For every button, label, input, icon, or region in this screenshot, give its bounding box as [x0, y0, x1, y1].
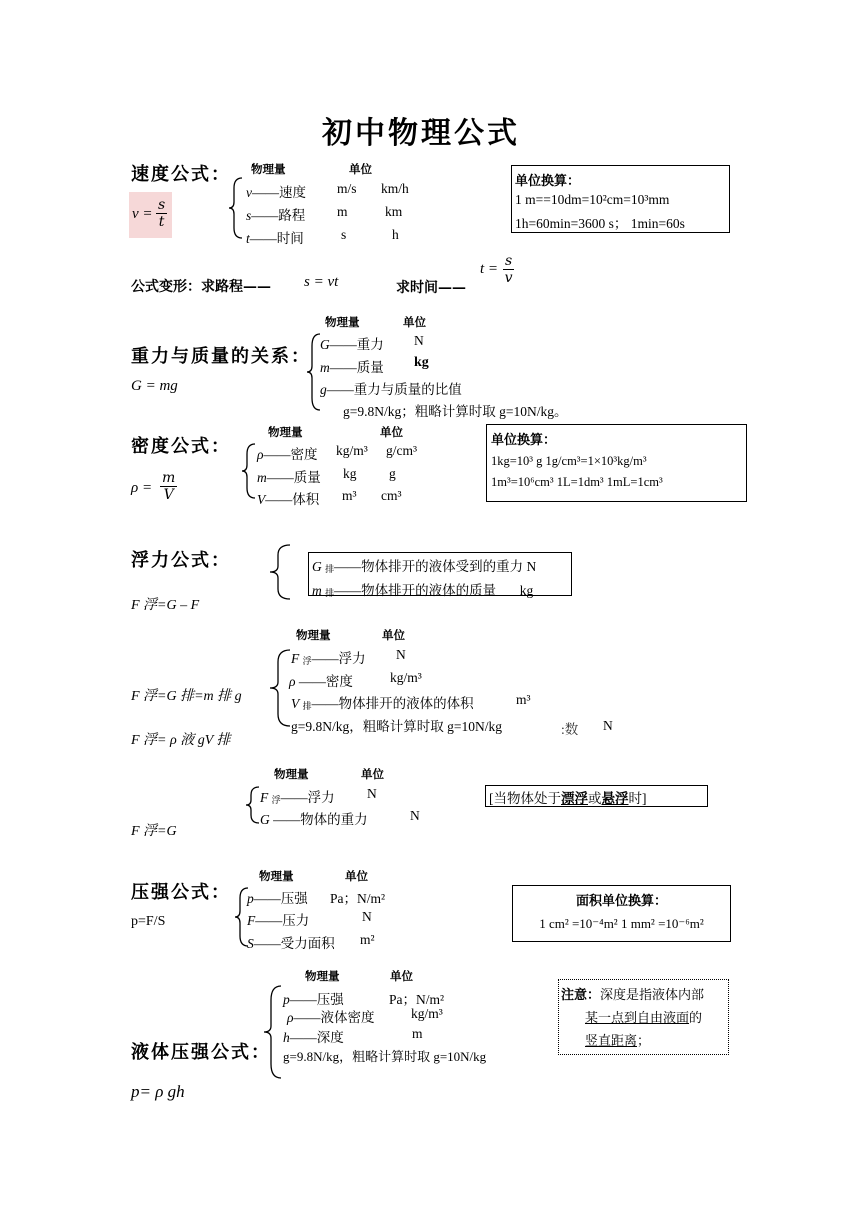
buoyancy-brace-3 — [245, 785, 261, 825]
speed-row-s-u2: km — [385, 204, 403, 219]
variant-path-formula: s = vt — [304, 274, 339, 290]
buoyancy-fragment-unit: N — [603, 718, 613, 733]
buoyancy-row-v: V 排——物体排开的液体的体积 — [291, 696, 474, 711]
buoyancy-row3-f: F 浮——浮力 — [260, 790, 335, 805]
liquid-row-h-unit: m — [412, 1026, 423, 1041]
pressure-qty-header: 物理量 — [259, 869, 294, 883]
density-row-m: m——质量 — [257, 470, 321, 485]
pressure-row-p-unit: Pa；N/m² — [330, 891, 386, 906]
gravity-note: g=9.8N/kg；粗略计算时取 g=10N/kg。 — [343, 404, 568, 419]
float-condition-box: [当物体处于漂浮或悬浮时] — [485, 785, 708, 807]
liquid-unit-header: 单位 — [390, 969, 413, 983]
buoyancy-row-rho-unit: kg/m³ — [390, 670, 422, 685]
gravity-heading: 重力与质量的关系： — [131, 346, 311, 367]
liquid-qty-header: 物理量 — [305, 969, 340, 983]
gravity-row-g-u1: N — [414, 333, 424, 348]
buoyancy-row3-f-unit: N — [367, 786, 377, 801]
speed-row-v-u2: km/h — [381, 181, 409, 196]
liquid-formula: p= ρ gh — [131, 1082, 185, 1101]
pressure-row-f: F——压力 — [247, 913, 310, 928]
liquid-row-p: p——压强 — [283, 992, 344, 1007]
density-brace — [241, 442, 257, 500]
gravity-row-ratio: g——重力与质量的比值 — [320, 382, 462, 397]
buoyancy-formula-1: F 浮=G – F — [131, 598, 200, 613]
variant-time-frac: $\frac{s}{v}$ — [504, 253, 513, 286]
density-row-m-u1: kg — [343, 466, 357, 481]
buoyancy-box-row-m: m 排——物体排开的液体的质量 kg — [312, 583, 534, 598]
gravity-row-m: m——质量 — [320, 360, 384, 375]
speed-row-v-u1: m/s — [337, 181, 357, 196]
buoyancy-formula-3: F 浮= ρ 液 gV 排 — [131, 733, 231, 748]
liquid-notice-box: 注意：深度是指液体内部 某一点到自由液面的 竖直距离； — [558, 979, 729, 1055]
density-row-v: V——体积 — [257, 492, 320, 507]
density-row-v-u1: m³ — [342, 488, 357, 503]
speed-unit-header: 单位 — [349, 162, 372, 176]
speed-unit-box: 单位换算： 1 m==10dm=10²cm=10³mm 1h=60min=3600 s； 1min=60s — [511, 165, 730, 233]
density-row-rho-u2: g/cm³ — [386, 443, 418, 458]
buoyancy-row-f-unit: N — [396, 647, 406, 662]
pressure-row-s-unit: m² — [360, 932, 375, 947]
liquid-brace — [263, 984, 283, 1080]
speed-heading: 速度公式： — [131, 164, 231, 185]
pressure-heading: 压强公式： — [131, 882, 231, 903]
buoyancy-formula-4: F 浮=G — [131, 824, 177, 839]
pressure-row-f-unit: N — [362, 909, 372, 924]
buoyancy-formula-2: F 浮=G 排=m 排 g — [131, 689, 242, 704]
liquid-heading: 液体压强公式： — [131, 1042, 271, 1063]
liquid-note: g=9.8N/kg，粗略计算时取 g=10N/kg — [283, 1049, 487, 1064]
density-unit-box: 单位换算： 1kg=10³ g 1g/cm³=1×10³kg/m³ 1m³=10⁶cm³ 1L=1dm³ 1mL=1cm³ — [486, 424, 747, 502]
speed-qty-header: 物理量 — [251, 162, 286, 176]
speed-row-s: s——路程 — [246, 208, 306, 223]
buoyancy-unit-header-2: 单位 — [361, 767, 384, 781]
buoyancy-row-v-unit: m³ — [516, 692, 531, 707]
speed-row-v: v——速度 — [246, 185, 306, 200]
buoyancy-qty-header-2: 物理量 — [274, 767, 309, 781]
liquid-row-rho-unit: kg/m³ — [411, 1006, 443, 1021]
density-row-rho-u1: kg/m³ — [336, 443, 368, 458]
pressure-formula: p=F/S — [131, 914, 166, 929]
speed-row-t-u2: h — [392, 227, 399, 242]
page-title: 初中物理公式 — [322, 116, 520, 151]
density-formula-frac: $\frac{m}{V}$ — [162, 470, 176, 503]
density-formula-lhs: ρ = — [131, 480, 153, 496]
buoyancy-row-rho: ρ ——密度 — [289, 674, 353, 689]
variant-label: 公式变形：求路程—— — [131, 279, 271, 295]
buoyancy-unit-header: 单位 — [382, 628, 405, 642]
pressure-row-p: p——压强 — [247, 891, 308, 906]
density-row-v-u2: cm³ — [381, 488, 402, 503]
area-unit-box: 面积单位换算： 1 cm² =10⁻⁴m² 1 mm² =10⁻⁶m² — [512, 885, 731, 942]
density-qty-header: 物理量 — [268, 425, 303, 439]
buoyancy-qty-header: 物理量 — [296, 628, 331, 642]
buoyancy-box-row-g: G 排——物体排开的液体受到的重力 N — [312, 559, 537, 574]
density-unit-header: 单位 — [380, 425, 403, 439]
density-heading: 密度公式： — [131, 436, 231, 457]
buoyancy-note: g=9.8N/kg，粗略计算时取 g=10N/kg — [291, 719, 502, 734]
speed-row-s-u1: m — [337, 204, 348, 219]
gravity-unit-header: 单位 — [403, 315, 426, 329]
buoyancy-fragment: :数 — [561, 722, 579, 737]
liquid-row-h: h——深度 — [283, 1030, 344, 1045]
variant-time-label: 求时间—— — [396, 280, 466, 296]
gravity-row-g: G——重力 — [320, 337, 384, 352]
gravity-qty-header: 物理量 — [325, 315, 360, 329]
buoyancy-heading: 浮力公式： — [131, 550, 231, 571]
liquid-row-p-unit: Pa；N/m² — [389, 992, 445, 1007]
density-row-rho: ρ——密度 — [257, 447, 318, 462]
buoyancy-row3-g: G ——物体的重力 — [260, 812, 368, 827]
variant-time-lhs: t = — [480, 261, 499, 277]
speed-brace — [228, 176, 244, 240]
speed-formula: v = $\frac{s}{t}$ — [129, 192, 172, 238]
buoyancy-row-f: F 浮——浮力 — [291, 651, 366, 666]
density-row-m-u2: g — [389, 466, 396, 481]
gravity-row-m-u1: kg — [414, 355, 429, 370]
buoyancy-row3-g-unit: N — [410, 808, 420, 823]
speed-row-t-u1: s — [341, 227, 347, 242]
gravity-formula: G = mg — [131, 378, 178, 394]
speed-row-t: t——时间 — [246, 231, 304, 246]
pressure-row-s: S——受力面积 — [247, 936, 335, 951]
buoyancy-box-1 — [308, 552, 572, 596]
pressure-unit-header: 单位 — [345, 869, 368, 883]
buoyancy-brace-1 — [268, 543, 292, 601]
liquid-row-rho: ρ——液体密度 — [287, 1010, 375, 1025]
